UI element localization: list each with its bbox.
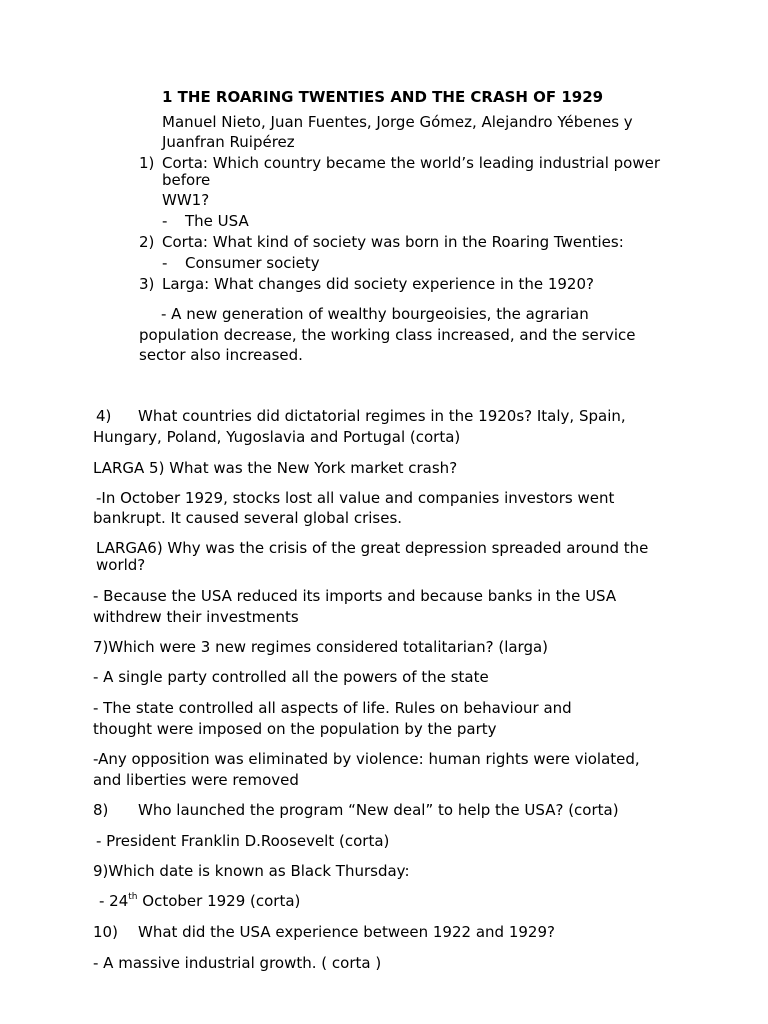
q1-dash: - xyxy=(162,212,168,230)
q9-answer-rest: October 1929 (corta) xyxy=(137,892,301,910)
q7-answer-3-line-1: -Any opposition was eliminated by violence: human rights were violated, xyxy=(93,750,640,768)
q4-number: 4) xyxy=(96,407,112,425)
q10-question: What did the USA experience between 1922 and 1929? xyxy=(138,923,555,941)
q6-answer-line-2: withdrew their investments xyxy=(93,608,299,626)
q1-line-3: WW1? xyxy=(162,191,210,209)
title-number: 1 xyxy=(162,88,173,106)
document-title xyxy=(162,87,603,107)
q7-question: 7)Which were 3 new regimes considered totalitarian? (larga) xyxy=(93,638,549,656)
title-text: THE ROARING TWENTIES AND THE CRASH OF 1929 xyxy=(177,88,604,106)
q4-line-1: What countries did dictatorial regimes in the 1920s? Italy, Spain, xyxy=(138,407,626,425)
q9-answer-ordinal: th xyxy=(128,892,138,902)
q7-answer-2-line-1: - The state controlled all aspects of life. Rules on behaviour and xyxy=(93,699,572,717)
q3-answer-line-1: - A new generation of wealthy bourgeoisies, the agrarian xyxy=(161,305,589,323)
q5-answer-line-1: -In October 1929, stocks lost all value and companies investors went xyxy=(96,489,615,507)
q2-dash: - xyxy=(162,254,168,272)
q5-answer-line-2: bankrupt. It caused several global crises. xyxy=(93,509,403,527)
authors-line-1: Manuel Nieto, Juan Fuentes, Jorge Gómez, Alejandro Yébenes y xyxy=(162,113,633,131)
q5-question: LARGA 5) What was the New York market crash? xyxy=(93,459,458,477)
q3-question: Larga: What changes did society experience in the 1920? xyxy=(162,275,594,293)
q9-question: 9)Which date is known as Black Thursday: xyxy=(93,862,410,880)
q4-line-2: Hungary, Poland, Yugoslavia and Portugal (corta) xyxy=(93,428,461,446)
q8-question: Who launched the program “New deal” to help the USA? (corta) xyxy=(138,801,619,819)
q9-answer-day: - 24 xyxy=(99,892,129,910)
q10-answer: - A massive industrial growth. ( corta ) xyxy=(93,954,382,972)
q3-number: 3) xyxy=(139,275,155,293)
q3-answer-line-3: sector also increased. xyxy=(139,346,303,364)
authors-line-2: Juanfran Ruipérez xyxy=(162,133,295,151)
q6-answer-line-1: - Because the USA reduced its imports and because banks in the USA xyxy=(93,587,617,605)
q2-answer: Consumer society xyxy=(185,254,320,272)
q6-question-line-1: LARGA6) Why was the crisis of the great depression spreaded around the xyxy=(96,539,649,557)
q6-question-line-2: world? xyxy=(96,556,146,574)
q1-answer: The USA xyxy=(185,212,249,230)
q2-question: Corta: What kind of society was born in the Roaring Twenties: xyxy=(162,233,624,251)
q7-answer-3-line-2: and liberties were removed xyxy=(93,771,299,789)
q9-answer xyxy=(99,891,300,911)
q3-answer-line-2: population decrease, the working class increased, and the service xyxy=(139,326,636,344)
q8-number: 8) xyxy=(93,801,109,819)
q1-line-2: before xyxy=(162,171,211,189)
q10-number: 10) xyxy=(93,923,118,941)
q8-answer: - President Franklin D.Roosevelt (corta) xyxy=(96,832,390,850)
q7-answer-1: - A single party controlled all the powers of the state xyxy=(93,668,489,686)
q1-number: 1) xyxy=(139,154,155,172)
q7-answer-2-line-2: thought were imposed on the population by the party xyxy=(93,720,497,738)
q1-line-1: Corta: Which country became the world’s leading industrial power xyxy=(162,154,661,172)
q2-number: 2) xyxy=(139,233,155,251)
